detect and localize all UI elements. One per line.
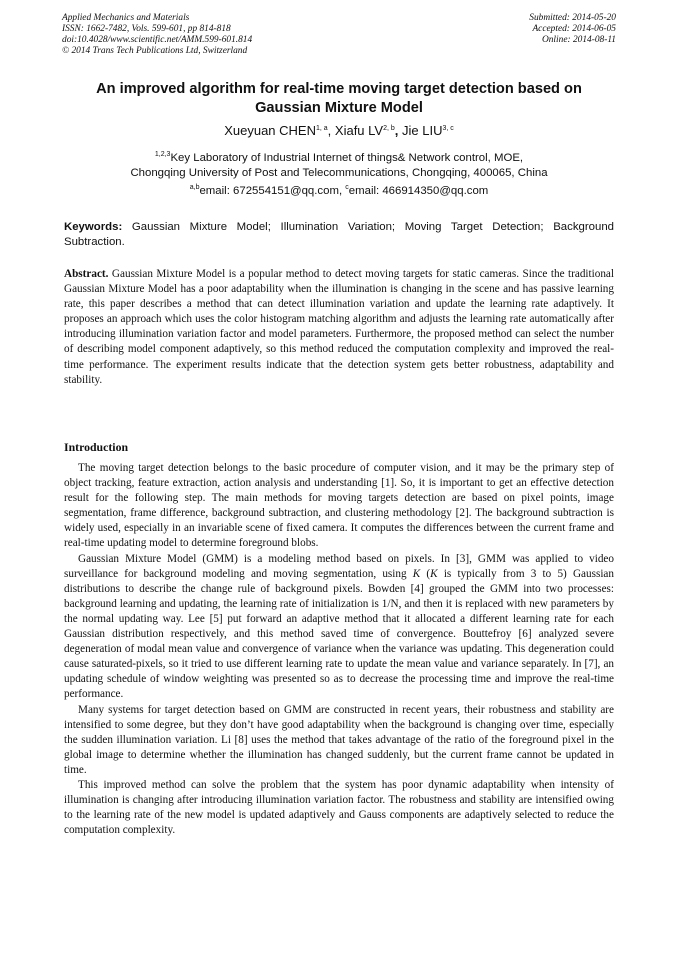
paper-title <box>40 80 638 118</box>
author-sup: 3, c <box>442 125 454 132</box>
math-symbol: K <box>412 567 421 580</box>
paragraph-text: ( <box>420 567 431 580</box>
journal-info <box>62 13 252 57</box>
abstract-label: Abstract. <box>64 268 109 280</box>
math-symbol: K <box>430 567 438 580</box>
author-name: Xiafu LV <box>334 123 384 138</box>
journal-doi: doi:10.4028/www.scientific.net/AMM.599-601.814 <box>62 35 253 45</box>
abstract-text: Gaussian Mixture Model is a popular method to detect moving targets for static cameras. Since the traditional Gaussian Mixture Model has a poor adaptability when the illumination is changing in the scene and has passive learning rate, this paper describes a method that can detect illumination variation and update the learning rate adaptively. It proposes an approach which uses the color histogram matching algorithm and adjusts the learning rate automatically after introducing illumination variation factor and model parameters. Furthermore, the proposed method can select the number of describing model component adaptively, so this method reduced the computation complexity and improved the real-time performance. The experiment results indicate that the detection system gets better robustness, adaptability and stability. <box>64 268 614 386</box>
introduction-body <box>64 461 614 838</box>
dates-info <box>529 13 616 46</box>
email-line <box>40 184 638 199</box>
paragraph <box>64 552 614 703</box>
paragraph: The moving target detection belongs to the basic procedure of computer vision, and it may be the primary step of object tracking, feature extraction, action analysis and understanding [1]. So, it is important to get an effective detection result for the following step. The main methods for moving targets detection are based on pixel points, image segmentation, frame difference, background subtraction, and clustering methodology [2]. The background subtraction is widely used, especially in an invariable scene of fixed camera. It computes the differences between the current frame and real-time updating model to determine foreground blobs. <box>64 462 614 550</box>
author-sup: 1, a <box>315 125 328 132</box>
keywords <box>64 220 614 250</box>
date-submitted: Submitted: 2014-05-20 <box>529 13 616 23</box>
abstract <box>64 267 614 388</box>
keywords-text: Gaussian Mixture Model; Illumination Variation; Moving Target Detection; Background Subtraction. <box>64 221 614 248</box>
section-heading: Introduction <box>64 440 129 454</box>
email-sup: c <box>345 184 349 191</box>
paragraph: This improved method can solve the problem that the system has poor dynamic adaptability when intensity of illumination is changing after introducing illumination variation factor. The robustness and stability are intensified owing to the learning rate of the new model is updated adaptively and Gauss components are adaptively selected to reduce the computation complexity. <box>64 778 614 837</box>
paragraph-text: is typically from 3 to 5) Gaussian distributions to describe the change rule of background pixels. Bowden [4] grouped the GMM into two processes: background learning and updating, the learning rate of initialization is 1/N, and then it is replaced with new parameters by the normal updating way. Lee [5] put forward an adaptive method that it allocated a different learning rate for each Gaussian distribution respectively, and this method saved time of convergence. Bouttefroy [6] analyzed severe degeneration of modal mean value and convergence of variance when the variance was updating. This degeneration could cause saturated-pixels, so it tried to use different learning rate to update the mean value and variance separately. In [7], an updating schedule of window weighting was presented so as to decrease the processing time and improve the real-time performance. <box>64 567 614 701</box>
author-name: Xueyuan CHEN <box>224 123 316 138</box>
email-text: email: 466914350@qq.com <box>348 185 489 197</box>
affiliation-sup: 1,2,3 <box>154 151 171 158</box>
paragraph: Many systems for target detection based on GMM are constructed in recent years, their robustness and stability are intensified to some degree, but they don’t have good adaptability when the background is changing over time, especially the sudden illumination variation. Li [8] uses the method that takes advantage of the ratio of the foreground pixel in the global image to determine whether the illumination has changed suddenly, but the current frame cannot be updated in time. <box>64 703 614 776</box>
affiliation-line-2: Chongqing University of Post and Telecommunications, Chongqing, 400065, China <box>130 167 548 179</box>
title-line-1: An improved algorithm for real-time moving target detection based on <box>96 81 582 97</box>
journal-issn: ISSN: 1662-7482, Vols. 599-601, pp 814-818 <box>62 24 231 34</box>
title-line-2: Gaussian Mixture Model <box>255 100 423 116</box>
paragraph-text: Gaussian Mixture Model (GMM) is a modeling method based on pixels. In [3], GMM was applied to video surveillance for background modeling and moving segmentation, using <box>64 552 614 580</box>
author-sup: 2, b <box>383 125 395 132</box>
journal-copyright: © 2014 Trans Tech Publications Ltd, Switzerland <box>62 46 248 56</box>
email-sup: a,b <box>189 184 200 191</box>
date-accepted: Accepted: 2014-06-05 <box>532 24 616 34</box>
affiliation <box>40 151 638 181</box>
keywords-label: Keywords: <box>64 221 123 233</box>
email-text: email: 672554151@qq.com, <box>199 185 346 197</box>
date-online: Online: 2014-08-11 <box>541 35 616 45</box>
author-list: Xueyuan CHEN$^{1, a}$, Xiafu LV$^{2, b}$, Jie LIU$^{3, c}$ <box>224 123 454 138</box>
author-name: Jie LIU <box>402 123 443 138</box>
journal-name: Applied Mechanics and Materials <box>62 13 190 23</box>
affiliation-line-1: Key Laboratory of Industrial Internet of things& Network control, MOE, <box>170 152 524 164</box>
